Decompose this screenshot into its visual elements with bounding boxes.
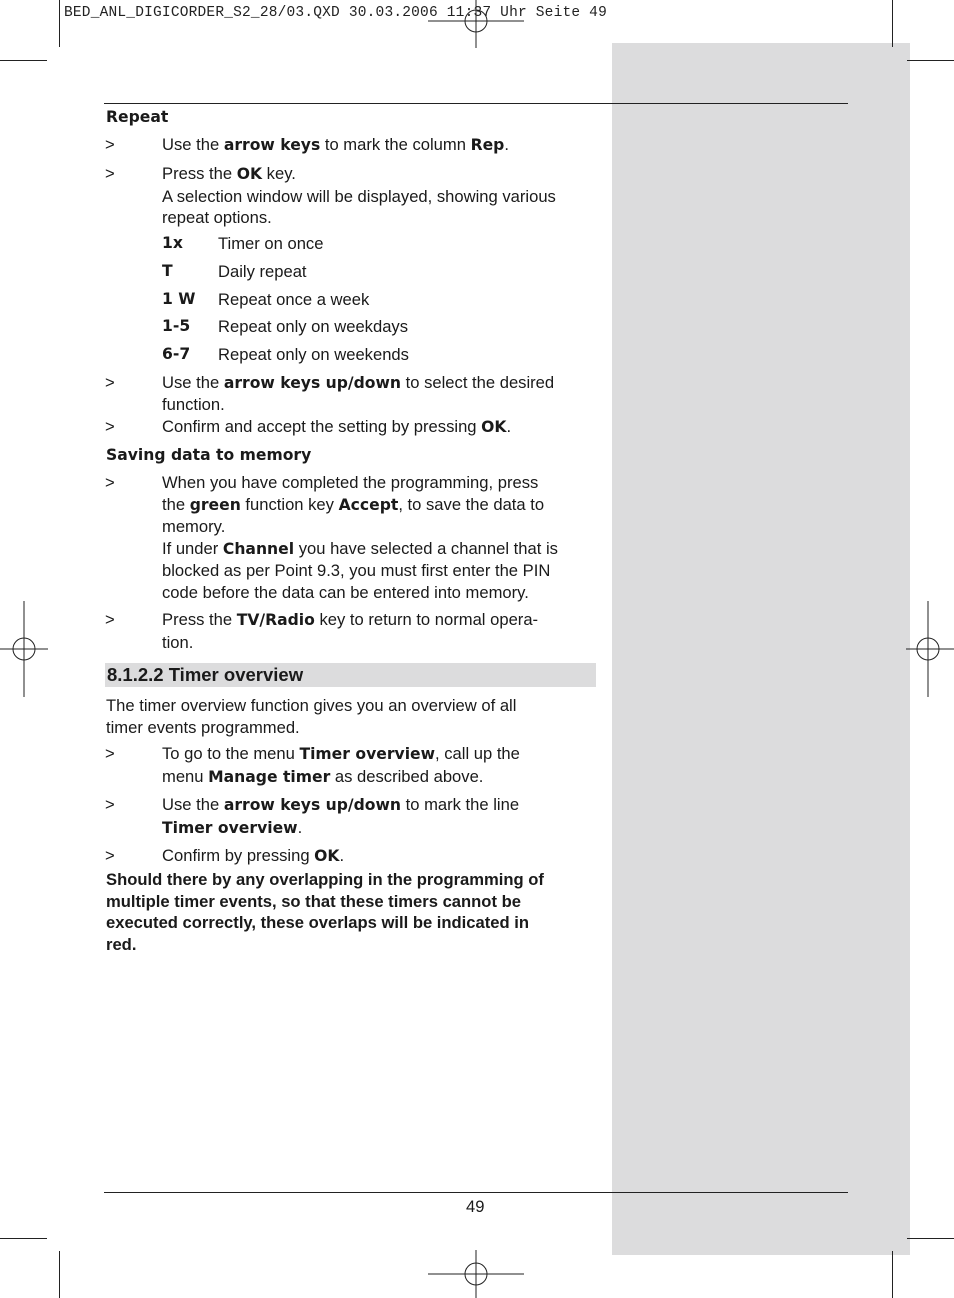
crop-mark xyxy=(59,1251,60,1298)
bullet-arrow: > xyxy=(105,846,115,865)
crop-mark xyxy=(59,0,60,47)
repeat-step-1: Use the arrow keys to mark the column Rep. xyxy=(162,135,509,154)
saving-step-2: Press the TV/Radio key to return to normal opera- tion. xyxy=(162,610,539,652)
option-desc: Repeat only on weekdays xyxy=(218,317,409,336)
timer-step-1: To go to the menu Timer overview, call up the menu Manage timer as described above. xyxy=(162,744,520,786)
warning-note: Should there by any overlapping in the programming of multiple timer events, so that these timers cannot be executed correctly, these overlaps will be indicated in red. xyxy=(106,870,544,954)
bullet-arrow: > xyxy=(105,373,115,392)
option-desc: Repeat only on weekends xyxy=(218,345,409,364)
bullet-arrow: > xyxy=(105,473,115,492)
option-code: 1-5 xyxy=(162,317,191,335)
option-code: T xyxy=(162,262,173,280)
saving-step-1: When you have completed the programming, press the green function key Accept, to save the data to memory. If under Channel you have selected a channel that is blocked as per Point 9.3, you must first enter the PIN code before the data can be entered into memory. xyxy=(162,473,558,602)
bottom-rule xyxy=(104,1192,848,1193)
repeat-step-2: Press the OK key. A selection window will be displayed, showing various repeat options. xyxy=(162,164,556,227)
repeat-heading: Repeat xyxy=(106,108,169,126)
crop-mark xyxy=(907,1238,954,1239)
crop-mark xyxy=(892,1251,893,1298)
option-desc: Daily repeat xyxy=(218,262,307,281)
option-code: 1 W xyxy=(162,290,196,308)
bullet-arrow: > xyxy=(105,164,115,183)
top-rule xyxy=(104,103,848,104)
registration-mark-icon xyxy=(428,1250,524,1298)
option-desc: Repeat once a week xyxy=(218,290,370,309)
page-number: 49 xyxy=(466,1197,485,1216)
option-code: 6-7 xyxy=(162,345,191,363)
option-desc: Timer on once xyxy=(218,234,324,253)
timer-step-2: Use the arrow keys up/down to mark the line Timer overview. xyxy=(162,795,520,837)
saving-heading: Saving data to memory xyxy=(106,446,312,464)
crop-mark xyxy=(907,60,954,61)
bullet-arrow: > xyxy=(105,795,115,814)
registration-mark-icon xyxy=(428,0,524,48)
print-slug: BED_ANL_DIGICORDER_S2_28/03.QXD 30.03.2006 11:37 Uhr Seite 49 xyxy=(64,5,607,21)
intro-paragraph: The timer overview function gives you an overview of all timer events programmed. xyxy=(106,696,517,737)
bullet-arrow: > xyxy=(105,744,115,763)
bullet-arrow: > xyxy=(105,610,115,629)
option-code: 1x xyxy=(162,234,183,252)
crop-mark xyxy=(892,0,893,47)
timer-step-3: Confirm by pressing OK. xyxy=(162,846,345,865)
section-title: 8.1.2.2 Timer overview xyxy=(107,664,304,685)
crop-mark xyxy=(0,1238,47,1239)
repeat-step-3: Use the arrow keys up/down to select the desired function. xyxy=(162,373,555,414)
bullet-arrow: > xyxy=(105,417,115,436)
crop-mark xyxy=(0,60,47,61)
repeat-step-4: Confirm and accept the setting by pressing OK. xyxy=(162,417,512,436)
bullet-arrow: > xyxy=(105,135,115,154)
registration-mark-icon xyxy=(906,601,954,697)
side-margin-panel xyxy=(612,43,910,1255)
registration-mark-icon xyxy=(0,601,48,697)
